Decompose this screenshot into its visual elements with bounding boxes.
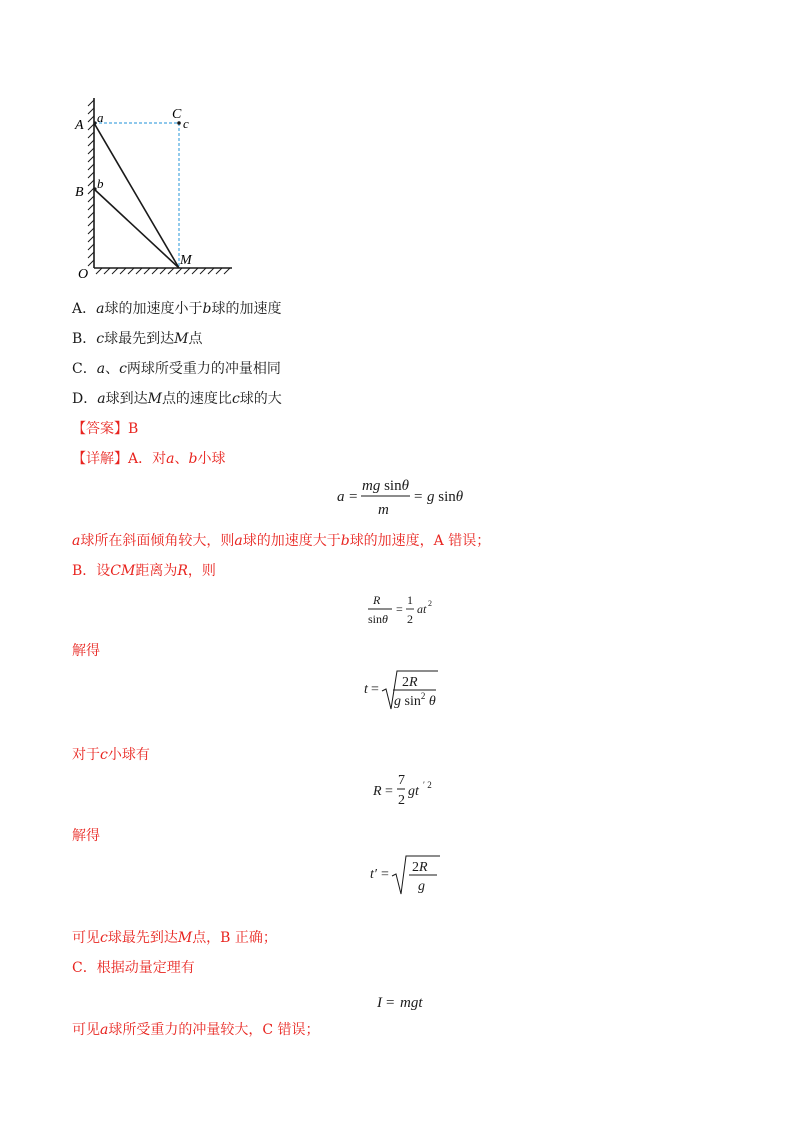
svg-text:=: =: [396, 602, 403, 616]
svg-text:=: =: [386, 995, 395, 1011]
label-M: M: [180, 253, 192, 268]
svg-text:1: 1: [407, 593, 413, 607]
svg-text:R: R: [373, 784, 382, 799]
svg-text:t′: t′: [370, 867, 377, 882]
svg-text:g sinθ: g sinθ: [427, 489, 464, 505]
answer-line: 【答案】B: [72, 421, 139, 437]
svg-text:R: R: [373, 593, 381, 607]
equation-time-a: [0, 665, 800, 715]
detail-line-a: 【详解】A．对a、b小球: [72, 451, 226, 467]
svg-text:mg sinθ: mg sinθ: [362, 478, 409, 494]
track-a: [94, 123, 179, 268]
svg-text:=: =: [414, 489, 423, 505]
equation-acceleration: [0, 472, 800, 522]
svg-text:7: 7: [398, 773, 405, 788]
conclusion-c: 可见a球所受重力的冲量较大，C 错误；: [72, 1022, 320, 1038]
equation-distance-c: [0, 768, 800, 818]
solve-line-2: 解得: [72, 828, 100, 844]
svg-text:′ 2: ′ 2: [423, 780, 432, 790]
label-B: B: [75, 185, 84, 200]
track-b: [94, 189, 179, 268]
svg-text:gt: gt: [408, 784, 419, 799]
label-b: b: [97, 176, 104, 191]
detail-line-c: C．根据动量定理有: [72, 960, 195, 976]
svg-text:=: =: [385, 784, 393, 799]
svg-text:t: t: [364, 682, 368, 697]
svg-text:2: 2: [407, 612, 413, 626]
svg-text:=: =: [349, 489, 358, 505]
svg-text:g sin2 θ: g $\sin^2 \theta$: [394, 691, 436, 709]
svg-text:2R: 2R: [412, 860, 428, 875]
conclusion-b: 可见c球最先到达M点，B 正确；: [72, 930, 277, 946]
svg-text:a: a: [337, 489, 345, 505]
label-C: C: [172, 107, 182, 122]
option-c: C．a、c两球所受重力的冲量相同: [72, 361, 281, 377]
floor-hatch: [96, 268, 230, 274]
svg-text:2R: 2R: [402, 675, 418, 690]
svg-text:m: m: [378, 502, 389, 518]
wall-hatch: [88, 100, 94, 266]
svg-text:mgt: mgt: [400, 995, 423, 1011]
label-O: O: [78, 267, 89, 282]
for-c-line: 对于c小球有: [72, 747, 150, 763]
conclusion-a: a球所在斜面倾角较大，则a球的加速度大于b球的加速度，A 错误；: [72, 533, 491, 549]
svg-text:sinθ: sinθ: [368, 612, 388, 626]
equation-distance-a: [0, 586, 800, 636]
svg-text:=: =: [381, 867, 389, 882]
option-a: A．a球的加速度小于b球的加速度: [72, 301, 282, 317]
svg-text:2: 2: [428, 599, 432, 608]
label-A: A: [75, 118, 84, 133]
svg-text:I: I: [377, 995, 382, 1011]
equation-time-c: [0, 848, 800, 898]
svg-text:at: at: [417, 602, 427, 616]
detail-line-b: B．设CM距离为R，则: [72, 563, 216, 579]
svg-text:g: g: [418, 879, 425, 894]
solve-line-1: 解得: [72, 643, 100, 659]
option-d: D．a球到达M点的速度比c球的大: [72, 391, 282, 407]
svg-text:2: 2: [398, 793, 405, 808]
option-b: B．c球最先到达M点: [72, 331, 203, 347]
geometry-figure: [72, 92, 242, 282]
label-a: a: [97, 110, 104, 125]
svg-text:=: =: [371, 682, 379, 697]
label-c: c: [183, 116, 189, 131]
